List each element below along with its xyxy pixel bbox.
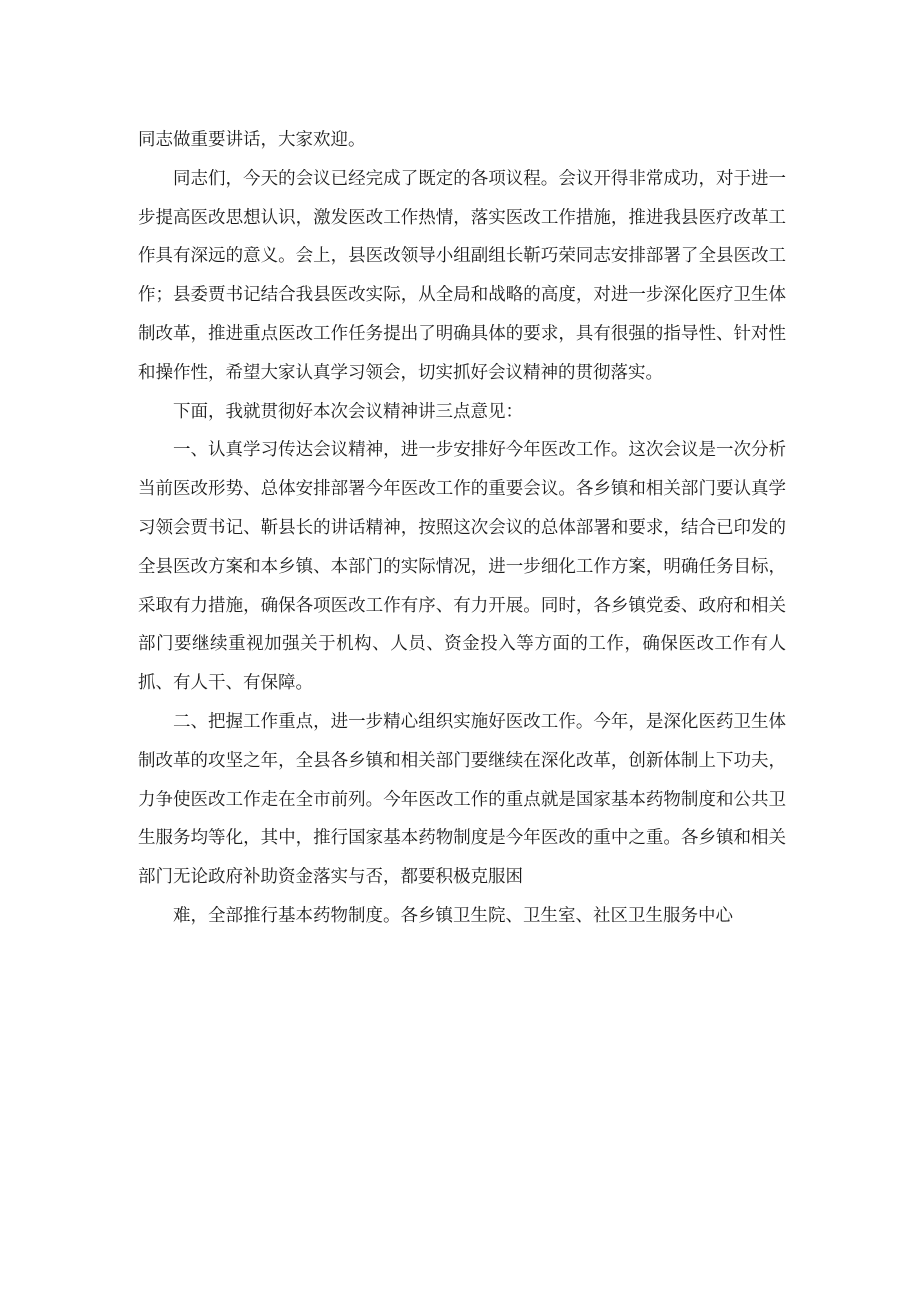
document-body [138,121,786,936]
paragraph-point-two: 二、把握工作重点，进一步精心组织实施好医改工作。今年，是深化医药卫生体制改革的攻坚之年，全县各乡镇和相关部门要继续在深化改革，创新体制上下功夫，力争使医改工作走在全市前列。今年医改工作的重点就是国家基本药物制度和公共卫生服务均等化，其中，推行国家基本药物制度是今年医改的重中之重。各乡镇和相关部门无论政府补助资金落实与否，都要积极克服困 [138,711,786,888]
paragraph-point-one: 一、认真学习传达会议精神，进一步安排好今年医改工作。这次会议是一次分析当前医改形势、总体安排部署今年医改工作的重要会议。各乡镇和相关部门要认真学习领会贾书记、靳县长的讲话精神，按照这次会议的总体部署和要求，结合已印发的全县医改方案和本乡镇、本部门的实际情况，进一步细化工作方案，明确任务目标，采取有力措施，确保各项医改工作有序、有力开展。同时，各乡镇党委、政府和相关部门要继续重视加强关于机构、人员、资金投入等方面的工作，确保医改工作有人抓、有人干、有保障。 [138,440,786,694]
paragraph-continuation-end: 难，全部推行基本药物制度。各乡镇卫生院、卫生室、社区卫生服务中心 [173,905,733,926]
paragraph-transition: 下面，我就贯彻好本次会议精神讲三点意见： [173,401,523,422]
paragraph-continuation: 同志做重要讲话，大家欢迎。 [138,130,366,150]
paragraph-opening-remarks: 同志们，今天的会议已经完成了既定的各项议程。会议开得非常成功，对于进一步提高医改思想认识，激发医改工作热情，落实医改工作措施，推进我县医疗改革工作具有深远的意义。会上，县医改领导小组副组长靳巧荣同志安排部署了全县医改工作；县委贾书记结合我县医改实际，从全局和战略的高度，对进一步深化医疗卫生体制改革，推进重点医改工作任务提出了明确具体的要求，具有很强的指导性、针对性和操作性，希望大家认真学习领会，切实抓好会议精神的贯彻落实。 [138,168,786,383]
